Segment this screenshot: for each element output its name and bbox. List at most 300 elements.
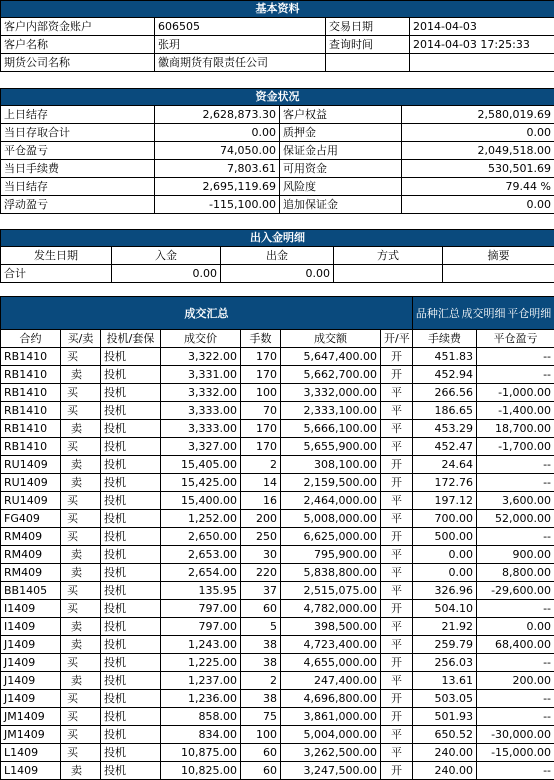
table-row xyxy=(1,708,554,726)
trade-cell: 买 xyxy=(61,708,101,726)
trade-cell: 投机 xyxy=(101,438,161,456)
trade-cell: 投机 xyxy=(101,546,161,564)
trade-cell: 100 xyxy=(241,726,281,744)
funds-row xyxy=(1,160,554,178)
trade-cell: 3,333.00 xyxy=(161,420,241,438)
trade-cell: 买 xyxy=(61,438,101,456)
field-value: 2014-04-03 17:25:33 xyxy=(410,36,554,54)
trade-cell: -1,400.00 xyxy=(477,402,554,420)
field-label: 质押金 xyxy=(280,124,402,142)
table-row xyxy=(1,510,554,528)
trade-cell: -- xyxy=(477,690,554,708)
funds-row xyxy=(1,142,554,160)
trade-cell: J1409 xyxy=(1,672,61,690)
funds-row xyxy=(1,178,554,196)
trade-cell: 452.47 xyxy=(413,438,477,456)
table-row xyxy=(1,762,554,780)
trade-cell: 650.52 xyxy=(413,726,477,744)
trade-cell: 220 xyxy=(241,564,281,582)
trades-header-row xyxy=(1,330,554,348)
table-row xyxy=(1,348,554,366)
trade-cell: 15,405.00 xyxy=(161,456,241,474)
trade-cell: 4,782,000.00 xyxy=(281,600,381,618)
trade-cell: 2,650.00 xyxy=(161,528,241,546)
trade-cell: J1409 xyxy=(1,690,61,708)
total-cell xyxy=(334,265,443,283)
trade-cell: 2,333,100.00 xyxy=(281,402,381,420)
trade-cell: 503.05 xyxy=(413,690,477,708)
field-value: 2,695,119.69 xyxy=(155,178,280,196)
trade-cell: 5,838,800.00 xyxy=(281,564,381,582)
trade-cell: RM409 xyxy=(1,546,61,564)
close-detail-link[interactable]: 平仓明细 xyxy=(506,307,552,320)
trade-cell: 398,500.00 xyxy=(281,618,381,636)
trade-cell: 37 xyxy=(241,582,281,600)
table-row xyxy=(1,420,554,438)
field-value: 79.44 % xyxy=(402,178,554,196)
trade-cell: 504.10 xyxy=(413,600,477,618)
trade-cell: 开 xyxy=(381,474,413,492)
trade-cell: RM409 xyxy=(1,528,61,546)
trade-cell: 4,696,800.00 xyxy=(281,690,381,708)
trade-cell: 平 xyxy=(381,420,413,438)
trade-cell: -- xyxy=(477,528,554,546)
column-header: 开/平 xyxy=(381,330,413,348)
field-label: 客户权益 xyxy=(280,106,402,124)
trade-cell: 60 xyxy=(241,600,281,618)
trade-cell: 797.00 xyxy=(161,600,241,618)
trade-cell: 170 xyxy=(241,366,281,384)
trade-cell: 卖 xyxy=(61,474,101,492)
cashflow-header-row xyxy=(1,247,554,265)
field-label xyxy=(326,54,410,72)
trade-cell: 平 xyxy=(381,582,413,600)
trade-cell: 501.93 xyxy=(413,708,477,726)
trade-cell: 1,237.00 xyxy=(161,672,241,690)
trade-cell: 3,600.00 xyxy=(477,492,554,510)
trade-cell: 5,666,100.00 xyxy=(281,420,381,438)
trade-cell: 68,400.00 xyxy=(477,636,554,654)
trade-cell: 买 xyxy=(61,654,101,672)
field-label: 客户内部资金账户 xyxy=(1,18,155,36)
trade-cell: 买 xyxy=(61,600,101,618)
total-cell: 合计 xyxy=(1,265,112,283)
trade-cell: 135.95 xyxy=(161,582,241,600)
trade-cell: 1,225.00 xyxy=(161,654,241,672)
trade-cell: 平 xyxy=(381,438,413,456)
trade-cell: 投机 xyxy=(101,600,161,618)
trade-cell: RB1410 xyxy=(1,384,61,402)
trade-cell: 平 xyxy=(381,636,413,654)
field-label: 交易日期 xyxy=(326,18,410,36)
trade-cell: 开 xyxy=(381,600,413,618)
trade-cell: 平 xyxy=(381,618,413,636)
trade-cell: 平 xyxy=(381,384,413,402)
field-label: 查询时间 xyxy=(326,36,410,54)
table-row xyxy=(1,384,554,402)
trade-cell: 0.00 xyxy=(477,618,554,636)
basic-row xyxy=(1,36,554,54)
table-row xyxy=(1,366,554,384)
column-header: 方式 xyxy=(334,247,443,265)
trade-cell: 买 xyxy=(61,348,101,366)
trade-cell: 197.12 xyxy=(413,492,477,510)
trade-cell: 5,662,700.00 xyxy=(281,366,381,384)
column-header: 入金 xyxy=(112,247,221,265)
trade-cell: 投机 xyxy=(101,636,161,654)
trade-cell: J1409 xyxy=(1,654,61,672)
trade-cell: 平 xyxy=(381,726,413,744)
trade-cell: I1409 xyxy=(1,600,61,618)
trade-cell: 买 xyxy=(61,582,101,600)
table-row xyxy=(1,672,554,690)
field-label: 当日手续费 xyxy=(1,160,155,178)
trade-cell: 投机 xyxy=(101,708,161,726)
trade-cell: 卖 xyxy=(61,456,101,474)
trade-cell: 200.00 xyxy=(477,672,554,690)
trade-cell: 3,247,500.00 xyxy=(281,762,381,780)
field-value: 2,580,019.69 xyxy=(402,106,554,124)
field-value: 张玥 xyxy=(155,36,326,54)
column-header: 投机/套保 xyxy=(101,330,161,348)
trade-cell: 200 xyxy=(241,510,281,528)
table-row xyxy=(1,744,554,762)
trade-cell: -- xyxy=(477,654,554,672)
trade-cell: FG409 xyxy=(1,510,61,528)
trade-cell: 75 xyxy=(241,708,281,726)
trade-cell: 451.83 xyxy=(413,348,477,366)
table-row xyxy=(1,582,554,600)
trade-cell: 250 xyxy=(241,528,281,546)
trade-cell: 30 xyxy=(241,546,281,564)
table-row xyxy=(1,618,554,636)
trade-detail-link[interactable]: 成交明细 xyxy=(461,307,507,320)
trade-cell: 投机 xyxy=(101,384,161,402)
trade-cell: 170 xyxy=(241,348,281,366)
trade-cell: 700.00 xyxy=(413,510,477,528)
table-row xyxy=(1,690,554,708)
trade-cell: 452.94 xyxy=(413,366,477,384)
trade-cell: 投机 xyxy=(101,744,161,762)
trade-cell: 开 xyxy=(381,456,413,474)
trade-cell: 3,262,500.00 xyxy=(281,744,381,762)
trade-cell: 240.00 xyxy=(413,762,477,780)
trade-cell: -15,000.00 xyxy=(477,744,554,762)
funds-row xyxy=(1,196,554,214)
trade-cell: -- xyxy=(477,348,554,366)
trade-cell: -- xyxy=(477,708,554,726)
trade-cell: 3,332.00 xyxy=(161,384,241,402)
trade-cell: 795,900.00 xyxy=(281,546,381,564)
trade-cell: 2 xyxy=(241,456,281,474)
trade-cell: -30,000.00 xyxy=(477,726,554,744)
trade-cell: 10,875.00 xyxy=(161,744,241,762)
trade-cell: 投机 xyxy=(101,402,161,420)
trade-cell: 18,700.00 xyxy=(477,420,554,438)
trade-cell: 240.00 xyxy=(413,744,477,762)
trade-cell: 15,425.00 xyxy=(161,474,241,492)
trade-cell: 3,322.00 xyxy=(161,348,241,366)
trade-cell: 900.00 xyxy=(477,546,554,564)
funds-title: 资金状况 xyxy=(1,89,554,106)
column-header: 成交额 xyxy=(281,330,381,348)
trade-cell: 100 xyxy=(241,384,281,402)
trade-cell: 买 xyxy=(61,402,101,420)
trade-cell: 4,723,400.00 xyxy=(281,636,381,654)
trade-cell: 买 xyxy=(61,744,101,762)
trade-cell: 266.56 xyxy=(413,384,477,402)
trade-cell: 3,327.00 xyxy=(161,438,241,456)
trade-cell: JM1409 xyxy=(1,708,61,726)
trade-cell: 38 xyxy=(241,636,281,654)
funds-section xyxy=(0,88,554,214)
basic-info-section xyxy=(0,0,554,72)
trade-cell: 卖 xyxy=(61,618,101,636)
trade-cell: 买 xyxy=(61,384,101,402)
field-label: 平仓盈亏 xyxy=(1,142,155,160)
trade-cell: L1409 xyxy=(1,744,61,762)
column-header: 摘要 xyxy=(443,247,554,265)
trade-cell: 平 xyxy=(381,672,413,690)
trade-cell: -1,000.00 xyxy=(477,384,554,402)
trade-cell: 0.00 xyxy=(413,546,477,564)
trade-cell: 投机 xyxy=(101,474,161,492)
trade-cell: 平 xyxy=(381,402,413,420)
variety-summary-link[interactable]: 品种汇总 xyxy=(415,307,461,320)
trade-cell: 170 xyxy=(241,438,281,456)
trade-cell: RM409 xyxy=(1,564,61,582)
trade-cell: 38 xyxy=(241,654,281,672)
table-row xyxy=(1,654,554,672)
column-header: 平仓盈亏 xyxy=(477,330,554,348)
trade-cell: 开 xyxy=(381,708,413,726)
field-label: 期货公司名称 xyxy=(1,54,155,72)
trade-cell: J1409 xyxy=(1,636,61,654)
trade-cell: 15,400.00 xyxy=(161,492,241,510)
trade-cell: 平 xyxy=(381,492,413,510)
trade-cell: 256.03 xyxy=(413,654,477,672)
trade-cell: 投机 xyxy=(101,618,161,636)
trade-cell: 3,861,000.00 xyxy=(281,708,381,726)
trade-cell: 买 xyxy=(61,528,101,546)
trade-cell: 开 xyxy=(381,654,413,672)
total-cell: 0.00 xyxy=(221,265,334,283)
trade-cell: 186.65 xyxy=(413,402,477,420)
trade-cell: 4,655,000.00 xyxy=(281,654,381,672)
column-header: 成交价 xyxy=(161,330,241,348)
field-label: 可用资金 xyxy=(280,160,402,178)
trade-cell: 60 xyxy=(241,762,281,780)
trade-cell: 326.96 xyxy=(413,582,477,600)
trade-cell: RB1410 xyxy=(1,420,61,438)
trade-cell: 52,000.00 xyxy=(477,510,554,528)
trade-cell: 开 xyxy=(381,690,413,708)
table-row xyxy=(1,438,554,456)
trade-cell: 453.29 xyxy=(413,420,477,438)
trade-cell: 买 xyxy=(61,690,101,708)
field-label: 浮动盈亏 xyxy=(1,196,155,214)
basic-row xyxy=(1,54,554,72)
trade-cell: RU1409 xyxy=(1,474,61,492)
trade-cell: L1409 xyxy=(1,762,61,780)
trade-cell: 797.00 xyxy=(161,618,241,636)
trade-cell: 2,159,500.00 xyxy=(281,474,381,492)
trade-cell: 开 xyxy=(381,366,413,384)
field-label: 追加保证金 xyxy=(280,196,402,214)
trade-cell: RU1409 xyxy=(1,492,61,510)
funds-row xyxy=(1,106,554,124)
trade-cell: 247,400.00 xyxy=(281,672,381,690)
trade-cell: 2,515,075.00 xyxy=(281,582,381,600)
trade-cell: 6,625,000.00 xyxy=(281,528,381,546)
trade-cell: RB1410 xyxy=(1,348,61,366)
table-row xyxy=(1,474,554,492)
table-row xyxy=(1,726,554,744)
trade-cell: 38 xyxy=(241,690,281,708)
table-row xyxy=(1,600,554,618)
column-header: 出金 xyxy=(221,247,334,265)
trade-cell: 卖 xyxy=(61,762,101,780)
trade-cell: 1,252.00 xyxy=(161,510,241,528)
trade-cell: 投机 xyxy=(101,456,161,474)
field-value: 606505 xyxy=(155,18,326,36)
trade-cell: 投机 xyxy=(101,348,161,366)
trade-cell: 投机 xyxy=(101,420,161,438)
trade-cell: RB1410 xyxy=(1,402,61,420)
trade-cell: 2,653.00 xyxy=(161,546,241,564)
trade-cell: 2,464,000.00 xyxy=(281,492,381,510)
trade-cell: 投机 xyxy=(101,582,161,600)
field-label: 上日结存 xyxy=(1,106,155,124)
field-label: 保证金占用 xyxy=(280,142,402,160)
field-label: 当日存取合计 xyxy=(1,124,155,142)
trade-cell: JM1409 xyxy=(1,726,61,744)
trade-cell: 投机 xyxy=(101,510,161,528)
column-header: 买/卖 xyxy=(61,330,101,348)
trade-cell: 60 xyxy=(241,744,281,762)
table-row xyxy=(1,456,554,474)
trade-cell: 开 xyxy=(381,762,413,780)
trade-cell: 70 xyxy=(241,402,281,420)
trade-cell: 投机 xyxy=(101,492,161,510)
field-label: 风险度 xyxy=(280,178,402,196)
trade-cell: BB1405 xyxy=(1,582,61,600)
trade-cell: 1,243.00 xyxy=(161,636,241,654)
trade-cell: 0.00 xyxy=(413,564,477,582)
trade-cell: 买 xyxy=(61,726,101,744)
trade-cell: 3,333.00 xyxy=(161,402,241,420)
column-header: 手数 xyxy=(241,330,281,348)
trade-cell: 卖 xyxy=(61,546,101,564)
trade-cell: 2 xyxy=(241,672,281,690)
trade-cell: 3,331.00 xyxy=(161,366,241,384)
field-value: 2,628,873.30 xyxy=(155,106,280,124)
trade-cell: -1,700.00 xyxy=(477,438,554,456)
field-value: 530,501.69 xyxy=(402,160,554,178)
trade-cell: 平 xyxy=(381,744,413,762)
basic-info-title: 基本资料 xyxy=(1,1,554,18)
trades-title: 成交汇总 xyxy=(1,297,413,330)
total-cell xyxy=(443,265,554,283)
trade-cell: 5,008,000.00 xyxy=(281,510,381,528)
trade-cell: 投机 xyxy=(101,726,161,744)
column-header: 合约 xyxy=(1,330,61,348)
field-value: 2014-04-03 xyxy=(410,18,554,36)
trade-cell: 开 xyxy=(381,528,413,546)
trade-cell: 308,100.00 xyxy=(281,456,381,474)
trade-cell: 13.61 xyxy=(413,672,477,690)
trade-cell: 2,654.00 xyxy=(161,564,241,582)
table-row xyxy=(1,528,554,546)
trade-cell: 5 xyxy=(241,618,281,636)
trade-cell: 平 xyxy=(381,546,413,564)
trade-cell: 3,332,000.00 xyxy=(281,384,381,402)
trade-cell: 平 xyxy=(381,510,413,528)
trade-cell: 16 xyxy=(241,492,281,510)
cashflow-section xyxy=(0,229,554,283)
table-row xyxy=(1,492,554,510)
table-row xyxy=(1,564,554,582)
trade-cell: I1409 xyxy=(1,618,61,636)
trade-cell: 投机 xyxy=(101,564,161,582)
trade-cell: 投机 xyxy=(101,672,161,690)
trade-cell: -- xyxy=(477,366,554,384)
column-header: 手续费 xyxy=(413,330,477,348)
total-cell: 0.00 xyxy=(112,265,221,283)
trade-cell: 卖 xyxy=(61,366,101,384)
field-value: 0.00 xyxy=(402,196,554,214)
trade-cell: 卖 xyxy=(61,564,101,582)
trade-cell: 259.79 xyxy=(413,636,477,654)
field-label: 当日结存 xyxy=(1,178,155,196)
field-value: 2,049,518.00 xyxy=(402,142,554,160)
trade-cell: RB1410 xyxy=(1,366,61,384)
trade-cell: 卖 xyxy=(61,672,101,690)
trade-cell: -- xyxy=(477,456,554,474)
field-value: 0.00 xyxy=(155,124,280,142)
field-value: 7,803.61 xyxy=(155,160,280,178)
trade-cell: 858.00 xyxy=(161,708,241,726)
trade-cell: 170 xyxy=(241,420,281,438)
field-label: 客户名称 xyxy=(1,36,155,54)
trade-cell: 买 xyxy=(61,492,101,510)
trade-cell: 172.76 xyxy=(413,474,477,492)
cashflow-total-row xyxy=(1,265,554,283)
field-value: -115,100.00 xyxy=(155,196,280,214)
trade-cell: 卖 xyxy=(61,420,101,438)
trade-cell: 834.00 xyxy=(161,726,241,744)
trades-section xyxy=(0,296,554,780)
trade-cell: 5,004,000.00 xyxy=(281,726,381,744)
trade-cell: 投机 xyxy=(101,762,161,780)
trade-cell: 24.64 xyxy=(413,456,477,474)
trade-cell: 5,647,400.00 xyxy=(281,348,381,366)
trade-cell: -- xyxy=(477,474,554,492)
trade-cell: 买 xyxy=(61,510,101,528)
trade-cell: 投机 xyxy=(101,366,161,384)
basic-row xyxy=(1,18,554,36)
trade-cell: 500.00 xyxy=(413,528,477,546)
column-header: 发生日期 xyxy=(1,247,112,265)
trade-cell: 卖 xyxy=(61,636,101,654)
field-value: 0.00 xyxy=(402,124,554,142)
trade-cell: RB1410 xyxy=(1,438,61,456)
cashflow-title: 出入金明细 xyxy=(1,230,554,247)
trade-cell: RU1409 xyxy=(1,456,61,474)
trade-cell: 开 xyxy=(381,348,413,366)
trade-cell: -- xyxy=(477,762,554,780)
funds-row xyxy=(1,124,554,142)
